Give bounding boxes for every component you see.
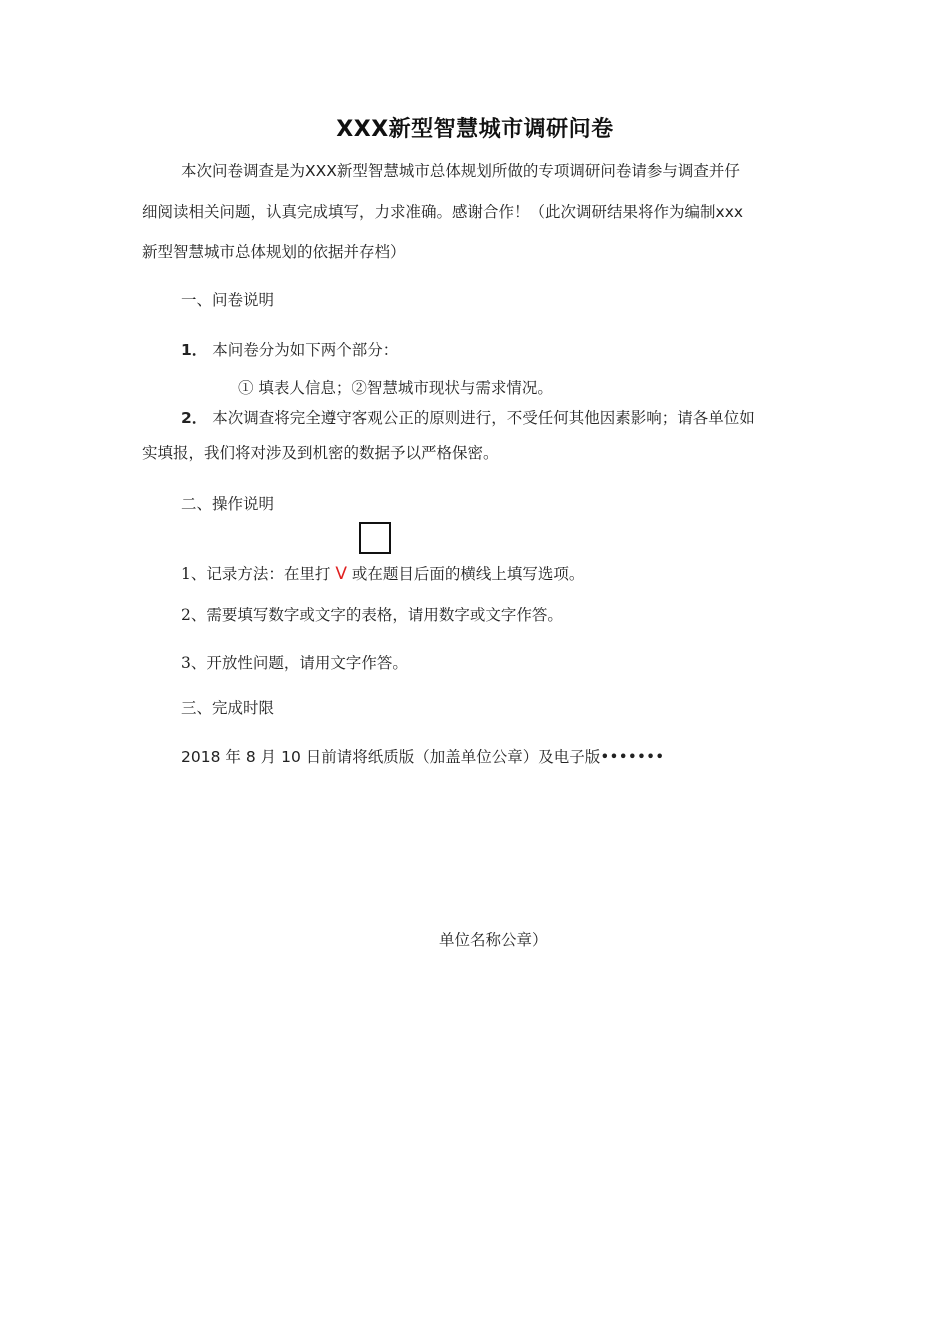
section1-item2 — [181, 408, 755, 428]
item-text: 或在题目后面的横线上填写选项。 — [351, 565, 585, 583]
section2-item2: 2、需要填写数字或文字的表格，请用数字或文字作答。 — [181, 606, 563, 624]
intro-line-3: 新型智慧城市总体规划的依据并存档） — [142, 243, 406, 261]
stamp-label: 单位名称公章） — [439, 931, 548, 949]
section2-item3: 3、开放性问题，请用文字作答。 — [181, 654, 408, 672]
deadline-year: 2018 — [181, 748, 221, 766]
document-title: XXX新型智慧城市调研问卷 — [336, 117, 614, 142]
intro-xxx: XXX — [305, 162, 337, 180]
item-text: 1、记录方法：在里打 — [181, 565, 331, 583]
deadline-day: 10 — [281, 748, 301, 766]
section1-item1-sub: ① 填表人信息；②智慧城市现状与需求情况。 — [238, 379, 553, 397]
intro-text: 细阅读相关问题，认真完成填写，力求准确。感谢合作！（此次调研结果将作为编制 — [142, 203, 716, 221]
section1-item2-cont: 实填报，我们将对涉及到机密的数据予以严格保密。 — [142, 444, 499, 462]
intro-text: 本次问卷调查是为 — [181, 162, 306, 180]
item-number: 2． — [181, 409, 208, 427]
section1-heading: 一、问卷说明 — [181, 291, 275, 309]
item-text: 本次调查将完全遵守客观公正的原则进行，不受任何其他因素影响；请各单位如 — [212, 409, 755, 427]
item-text: 本问卷分为如下两个部分： — [212, 341, 399, 359]
section3-heading: 三、完成时限 — [181, 699, 275, 717]
intro-line-1 — [181, 161, 740, 181]
check-mark: V — [335, 564, 347, 584]
section2-item1 — [181, 564, 584, 584]
intro-xxx-lower: xxx — [715, 203, 744, 221]
intro-line-2 — [142, 202, 743, 222]
deadline-text: 月 — [260, 748, 277, 766]
deadline-line — [181, 747, 664, 767]
checkbox-icon — [359, 522, 391, 554]
item-number: 1． — [181, 341, 208, 359]
deadline-text: 年 — [225, 748, 241, 766]
deadline-month: 8 — [245, 748, 256, 766]
deadline-text: 日前请将纸质版（加盖单位公章）及电子版••••••• — [305, 748, 665, 766]
section2-heading: 二、操作说明 — [181, 495, 275, 513]
intro-text: 新型智慧城市总体规划所做的专项调研问卷请参与调查并仔 — [336, 162, 740, 180]
section1-item1 — [181, 340, 398, 360]
